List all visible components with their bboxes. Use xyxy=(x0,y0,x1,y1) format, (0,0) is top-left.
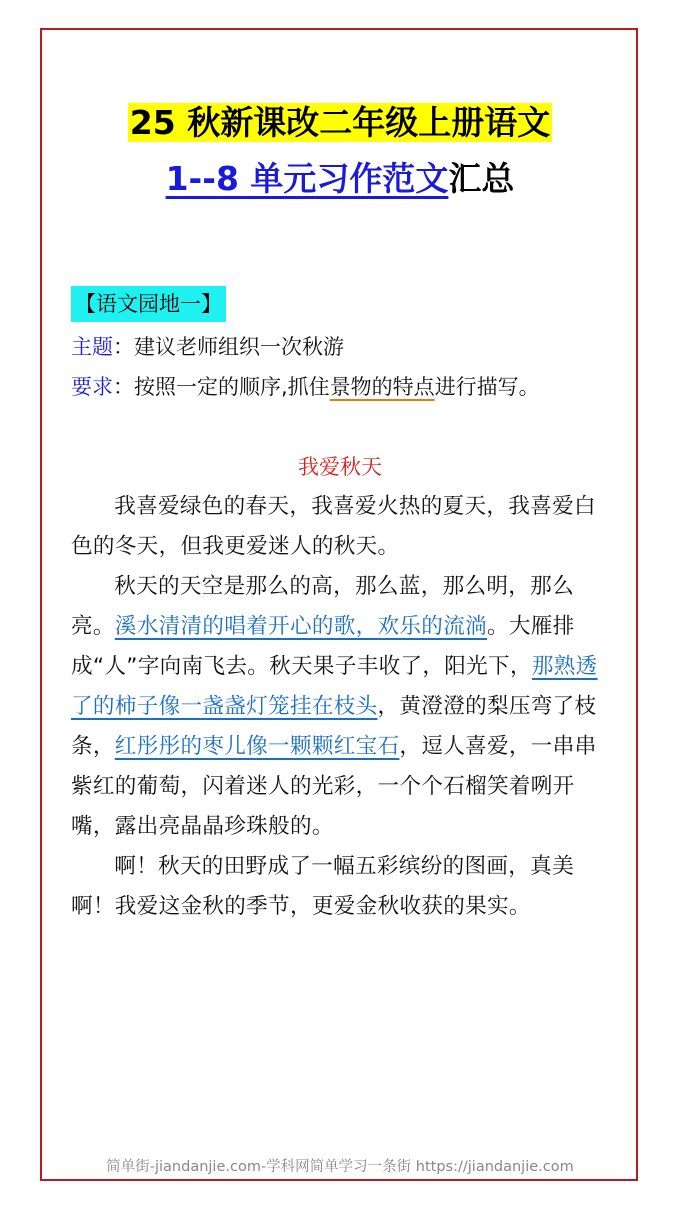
theme-separator: ： xyxy=(113,335,134,359)
requirement-text-underlined: 景物的特点 xyxy=(329,375,435,399)
p2-text-b: 。大雁排成“人”字向南飞去。秋天果子丰收了，阳光下， xyxy=(71,614,575,679)
requirement-text-b: 进行描写。 xyxy=(434,375,540,399)
footer-watermark: 简单街-jiandanjie.com-学科网简单学习一条街 https://jiandanjie.com xyxy=(106,1159,574,1175)
p2-text-c: ，黄澄澄的梨压弯了枝条， xyxy=(71,694,597,759)
requirement-label: 要求 xyxy=(71,375,113,399)
section-tag: 【语文园地一】 xyxy=(71,286,226,322)
p2-highlight-1: 溪水清清的唱着开心的歌，欢乐的流淌 xyxy=(114,614,487,639)
title-line2-blue: 1--8 单元习作范文 xyxy=(165,159,449,198)
theme-label: 主题 xyxy=(71,335,113,359)
essay-paragraph-3: 啊！秋天的田野成了一幅五彩缤纷的图画，真美啊！我爱这金秋的季节，更爱金秋收获的果实。 xyxy=(71,854,574,919)
essay-paragraph-2 xyxy=(71,567,601,847)
essay-paragraph-1: 我喜爱绿色的春天，我喜爱火热的夏天，我喜爱白色的冬天，但我更爱迷人的秋天。 xyxy=(71,494,596,559)
title-line2-rest: 汇总 xyxy=(448,159,515,198)
essay-title: 我爱秋天 xyxy=(298,455,382,479)
requirement-separator: ： xyxy=(113,375,134,399)
document-title-line1 xyxy=(0,96,680,150)
theme-text: 建议老师组织一次秋游 xyxy=(134,335,344,359)
p2-highlight-2: 那熟透了的柿子像一盏盏灯笼挂在枝头 xyxy=(71,654,598,719)
p2-highlight-3: 红彤彤的枣儿像一颗颗红宝石 xyxy=(114,734,400,759)
title-line1-text: 25 秋新课改二年级上册语文 xyxy=(129,103,551,142)
requirement-text-a: 按照一定的顺序,抓住 xyxy=(134,375,330,399)
document-title-line2 xyxy=(0,154,680,204)
theme-line xyxy=(71,327,344,367)
essay-body xyxy=(71,487,601,927)
requirement-line xyxy=(71,367,540,407)
p2-text-d: ，逗人喜爱，一串串紫红的葡萄，闪着迷人的光彩，一个个石榴笑着咧开嘴，露出亮晶晶珍珠般的。 xyxy=(71,734,597,839)
p2-text-a: 秋天的天空是那么的高，那么蓝，那么明，那么亮。 xyxy=(71,574,574,639)
